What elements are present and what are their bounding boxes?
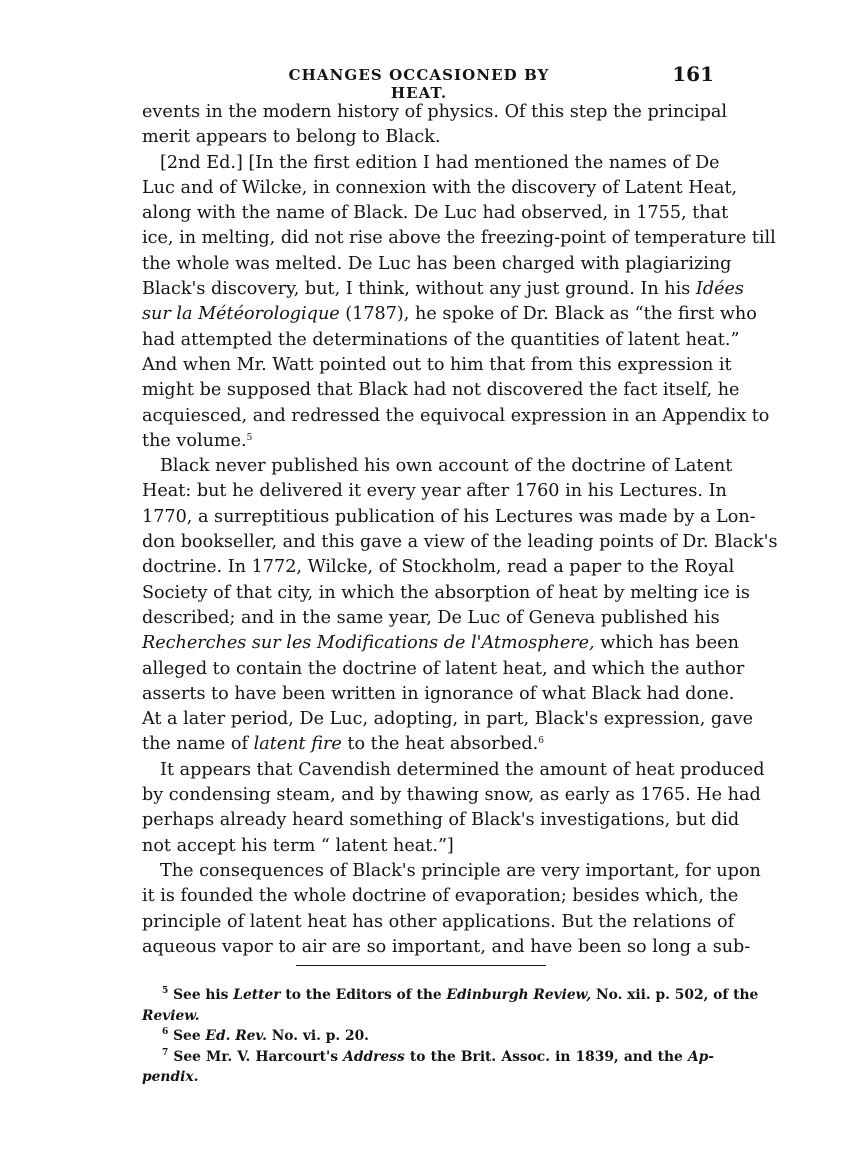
footnote-5-cont xyxy=(142,1006,714,1027)
italic-title: Address xyxy=(343,1048,405,1065)
italic-title: Ap- xyxy=(687,1048,715,1065)
text-segment: No. xii. p. 502, of the xyxy=(596,987,759,1003)
text-segment: the volume. xyxy=(142,430,247,451)
paragraph-4 xyxy=(142,758,765,859)
text-segment: to the heat absorbed. xyxy=(347,734,539,755)
text-line: Black never published his own account of the doctrine of Latent xyxy=(160,456,733,477)
text-line xyxy=(142,631,739,656)
footnote-mark: 6 xyxy=(162,1027,169,1037)
text-line: along with the name of Black. De Luc had observed, in 1755, that xyxy=(142,203,729,224)
text-line: merit appears to belong to Black. xyxy=(142,127,441,148)
footnote-ref: 6 xyxy=(538,736,544,747)
italic-title: Idées xyxy=(695,279,744,300)
footnote-6 xyxy=(142,1026,714,1047)
paragraph-3 xyxy=(142,454,778,758)
text-segment: See his xyxy=(173,987,229,1003)
text-line: alleged to contain the doctrine of latent heat, and which the author xyxy=(142,658,745,679)
text-segment: (1787), he spoke of Dr. Black as “the first who xyxy=(345,304,757,325)
paragraph-1 xyxy=(142,100,728,151)
text-segment: See xyxy=(173,1028,201,1044)
italic-title: Ed. Rev. xyxy=(205,1028,267,1044)
text-line: It appears that Cavendish determined the amount of heat produced xyxy=(160,759,765,780)
text-line: Luc and of Wilcke, in connexion with the discovery of Latent Heat, xyxy=(142,177,738,198)
text-line: At a later period, De Luc, adopting, in part, Black's expression, gave xyxy=(142,709,754,730)
text-line: acquiesced, and redressed the equivocal expression in an Appendix to xyxy=(142,405,770,426)
text-line: aqueous vapor to air are so important, and have been so long a sub- xyxy=(142,936,751,957)
italic-title: Letter xyxy=(233,987,281,1003)
page-number: 161 xyxy=(672,62,714,86)
text-segment: to the Brit. Assoc. in 1839, and the xyxy=(409,1048,683,1065)
body-text xyxy=(142,100,778,960)
italic-title: Recherches sur les Modifications de l'Atmosphere, xyxy=(142,633,595,654)
text-line: Heat: but he delivered it every year after 1760 in his Lectures. In xyxy=(142,481,727,502)
text-line xyxy=(142,277,744,302)
running-head xyxy=(142,62,714,102)
text-line: might be supposed that Black had not discovered the fact itself, he xyxy=(142,380,740,401)
text-line: And when Mr. Watt pointed out to him that from this expression it xyxy=(142,354,732,375)
text-line xyxy=(142,429,714,454)
text-line: had attempted the determinations of the quantities of latent heat.” xyxy=(142,329,740,350)
footnote-ref: 5 xyxy=(246,432,253,443)
text-line: the whole was melted. De Luc has been charged with plagiarizing xyxy=(142,253,732,274)
text-line: [2nd Ed.] [In the first edition I had mentioned the names of De xyxy=(160,152,720,173)
italic-term: latent fire xyxy=(253,734,342,755)
paragraph-5 xyxy=(142,859,761,960)
footnotes xyxy=(142,985,759,1088)
text-line xyxy=(142,732,714,757)
text-line: it is founded the whole doctrine of evaporation; besides which, the xyxy=(142,886,739,907)
text-segment: No. vi. p. 20. xyxy=(271,1028,369,1044)
text-segment: which has been xyxy=(600,633,739,654)
italic-title: Review. xyxy=(142,1007,200,1024)
footnote-7-cont xyxy=(142,1067,714,1088)
italic-title: Edinburgh Review, xyxy=(446,987,592,1003)
footnote-mark: 5 xyxy=(162,986,169,996)
italic-title: pendix. xyxy=(142,1069,199,1085)
text-line xyxy=(142,302,757,327)
footnote-5 xyxy=(142,985,759,1006)
text-line: principle of latent heat has other applications. But the relations of xyxy=(142,911,735,932)
text-segment: the name of xyxy=(142,734,249,755)
paragraph-2 xyxy=(142,151,776,455)
text-line: by condensing steam, and by thawing snow, as early as 1765. He had xyxy=(142,785,761,806)
text-line: events in the modern history of physics. Of this step the principal xyxy=(142,102,728,122)
footnote-7 xyxy=(142,1047,714,1068)
italic-title: sur la Météorologique xyxy=(142,304,340,325)
running-title: CHANGES OCCASIONED BY HEAT. xyxy=(288,66,550,102)
text-line: The consequences of Black's principle are very important, for upon xyxy=(160,860,761,881)
footnote-mark: 7 xyxy=(162,1047,169,1058)
text-segment: See Mr. V. Harcourt's xyxy=(173,1048,338,1065)
text-line: perhaps already heard something of Black's investigations, but did xyxy=(142,810,740,831)
text-segment: to the Editors of the xyxy=(285,987,442,1003)
text-line: doctrine. In 1772, Wilcke, of Stockholm, read a paper to the Royal xyxy=(142,557,735,578)
text-segment: Black's discovery, but, I think, without any just ground. In his xyxy=(142,279,691,300)
text-line: 1770, a surreptitious publication of his Lectures was made by a Lon- xyxy=(142,506,756,527)
text-line: asserts to have been written in ignorance of what Black had done. xyxy=(142,683,735,704)
text-line: Society of that city, in which the absorption of heat by melting ice is xyxy=(142,582,750,603)
text-line: ice, in melting, did not rise above the freezing-point of temperature till xyxy=(142,228,776,249)
footnote-divider xyxy=(296,965,546,966)
text-line: don bookseller, and this gave a view of the leading points of Dr. Black's xyxy=(142,532,778,553)
text-line: not accept his term “ latent heat.”] xyxy=(142,835,454,856)
text-line: described; and in the same year, De Luc of Geneva published his xyxy=(142,607,720,628)
